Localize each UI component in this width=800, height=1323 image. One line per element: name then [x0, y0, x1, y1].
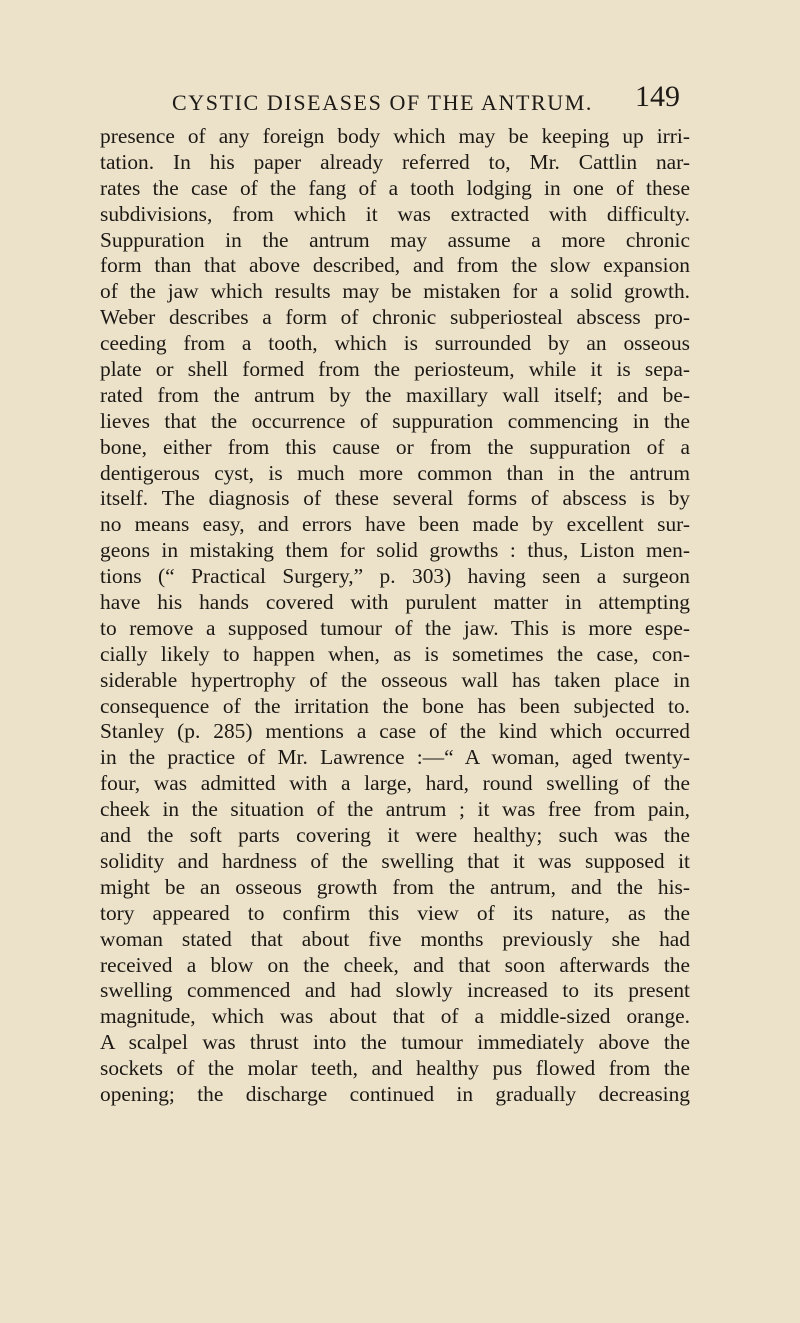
text-line: subdivisions, from which it was extracted with difficulty.: [100, 201, 690, 226]
text-line: rated from the antrum by the maxillary wall itself; and be-: [100, 382, 690, 407]
text-line: sockets of the molar teeth, and healthy pus flowed from the: [100, 1056, 690, 1081]
text-line: A scalpel was thrust into the tumour immediately above the: [100, 1030, 690, 1055]
text-line: Suppuration in the antrum may assume a more chronic: [100, 227, 690, 252]
text-line: tation. In his paper already referred to, Mr. Cattlin nar-: [100, 149, 690, 174]
text-line: geons in mistaking them for solid growths : thus, Liston men-: [100, 538, 690, 563]
text-line: tions (“ Practical Surgery,” p. 303) having seen a surgeon: [100, 564, 690, 589]
text-line: woman stated that about five months previously she had: [100, 926, 690, 951]
text-line: might be an osseous growth from the antrum, and the his-: [100, 874, 690, 899]
text-line: siderable hypertrophy of the osseous wall has taken place in: [100, 667, 690, 692]
text-line: of the jaw which results may be mistaken for a solid growth.: [100, 279, 690, 304]
text-line: consequence of the irritation the bone has been subjected to.: [100, 693, 690, 718]
text-line: opening; the discharge continued in gradually decreasing: [100, 1081, 690, 1106]
text-line: and the soft parts covering it were healthy; such was the: [100, 823, 690, 848]
running-head: CYSTIC DISEASES OF THE ANTRUM.: [172, 90, 594, 115]
text-line: lieves that the occurrence of suppuration commencing in the: [100, 408, 690, 433]
text-line: no means easy, and errors have been made by excellent sur-: [100, 512, 690, 537]
text-line: cially likely to happen when, as is sometimes the case, con-: [100, 641, 690, 666]
text-line: ceeding from a tooth, which is surrounded by an osseous: [100, 331, 690, 356]
text-line: itself. The diagnosis of these several forms of abscess is by: [100, 486, 690, 511]
text-line: bone, either from this cause or from the suppuration of a: [100, 434, 690, 459]
text-line: plate or shell formed from the periosteum, while it is sepa-: [100, 357, 690, 382]
text-line: cheek in the situation of the antrum ; it was free from pain,: [100, 797, 690, 822]
text-line: have his hands covered with purulent matter in attempting: [100, 590, 690, 615]
text-line: solidity and hardness of the swelling that it was supposed it: [100, 848, 690, 873]
text-line: rates the case of the fang of a tooth lodging in one of these: [100, 175, 690, 200]
text-line: Stanley (p. 285) mentions a case of the kind which occurred: [100, 719, 690, 744]
text-line: Weber describes a form of chronic subperiosteal abscess pro-: [100, 305, 690, 330]
text-line: four, was admitted with a large, hard, round swelling of the: [100, 771, 690, 796]
text-line: presence of any foreign body which may be keeping up irri-: [100, 124, 690, 148]
page-header: [120, 76, 680, 116]
text-line: swelling commenced and had slowly increased to its present: [100, 978, 690, 1003]
text-line: magnitude, which was about that of a middle-sized orange.: [100, 1004, 690, 1029]
text-line: form than that above described, and from the slow expansion: [100, 253, 690, 278]
page-number: 149: [635, 80, 680, 113]
text-line: to remove a supposed tumour of the jaw. This is more espe-: [100, 615, 690, 640]
text-line: dentigerous cyst, is much more common than in the antrum: [100, 460, 690, 485]
body-text: [100, 124, 690, 1108]
text-line: in the practice of Mr. Lawrence :—“ A woman, aged twenty-: [100, 745, 690, 770]
text-line: tory appeared to confirm this view of its nature, as the: [100, 900, 690, 925]
text-line: received a blow on the cheek, and that soon afterwards the: [100, 952, 690, 977]
